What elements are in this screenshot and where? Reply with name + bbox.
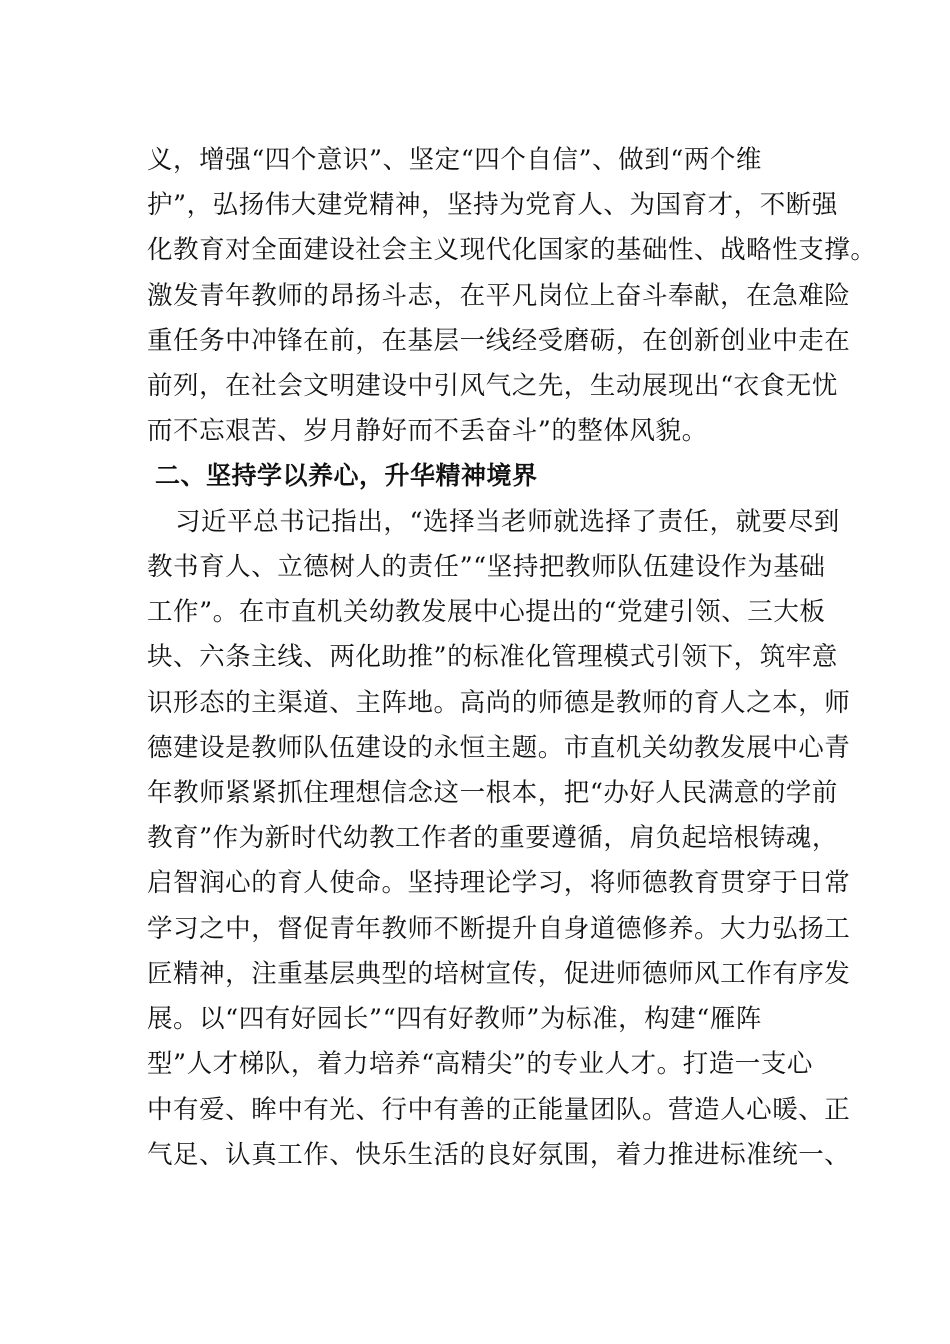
paragraph-line: 教育”作为新时代幼教工作者的重要遵循，肩负起培根铸魂， [147,823,838,853]
paragraph-line: 识形态的主渠道、主阵地。高尚的师德是教师的育人之本，师 [147,688,851,718]
paragraph-line: 前列，在社会文明建设中引风气之先，生动展现出“衣食无忧 [147,371,838,401]
paragraph-line: 激发青年教师的昂扬斗志，在平凡岗位上奋斗奉献，在急难险 [147,281,851,311]
paragraph-line: 展。以“四有好园长”“四有好教师”为标准，构建“雁阵 [147,1004,762,1034]
paragraph-line: 重任务中冲锋在前，在基层一线经受磨砺，在创新创业中走在 [147,326,851,356]
paragraph-line: 义，增强“四个意识”、坚定“四个自信”、做到“两个维 [147,145,762,175]
paragraph-line: 而不忘艰苦、岁月静好而不丢奋斗”的整体风貌。 [147,416,708,446]
paragraph-line: 化教育对全面建设社会主义现代化国家的基础性、战略性支撑。 [147,235,877,265]
paragraph-line: 块、六条主线、两化助推”的标准化管理模式引领下，筑牢意 [147,642,838,672]
paragraph-line: 中有爱、眸中有光、行中有善的正能量团队。营造人心暖、正 [147,1095,851,1125]
paragraph-line: 学习之中，督促青年教师不断提升自身道德修养。大力弘扬工 [147,914,851,944]
paragraph-line: 匠精神，注重基层典型的培树宣传，促进师德师风工作有序发 [147,959,851,989]
paragraph-line: 教书育人、立德树人的责任”“坚持把教师队伍建设作为基础 [147,552,826,582]
paragraph-line: 气足、认真工作、快乐生活的良好氛围，着力推进标准统一、 [147,1140,851,1170]
paragraph-line: 护”，弘扬伟大建党精神，坚持为党育人、为国育才，不断强 [147,190,838,220]
paragraph-line: 工作”。在市直机关幼教发展中心提出的“党建引领、三大板 [147,597,826,627]
paragraph-line: 德建设是教师队伍建设的永恒主题。市直机关幼教发展中心青 [147,733,851,763]
paragraph-line: 型”人才梯队，着力培养“高精尖”的专业人才。打造一支心 [147,1049,813,1079]
section-heading: 二、坚持学以养心，升华精神境界 [155,461,538,490]
paragraph-line: 习近平总书记指出，“选择当老师就选择了责任，就要尽到 [175,507,840,537]
paragraph-line: 启智润心的育人使命。坚持理论学习，将师德教育贯穿于日常 [147,868,851,898]
paragraph-line: 年教师紧紧抓住理想信念这一根本，把“办好人民满意的学前 [147,778,838,808]
